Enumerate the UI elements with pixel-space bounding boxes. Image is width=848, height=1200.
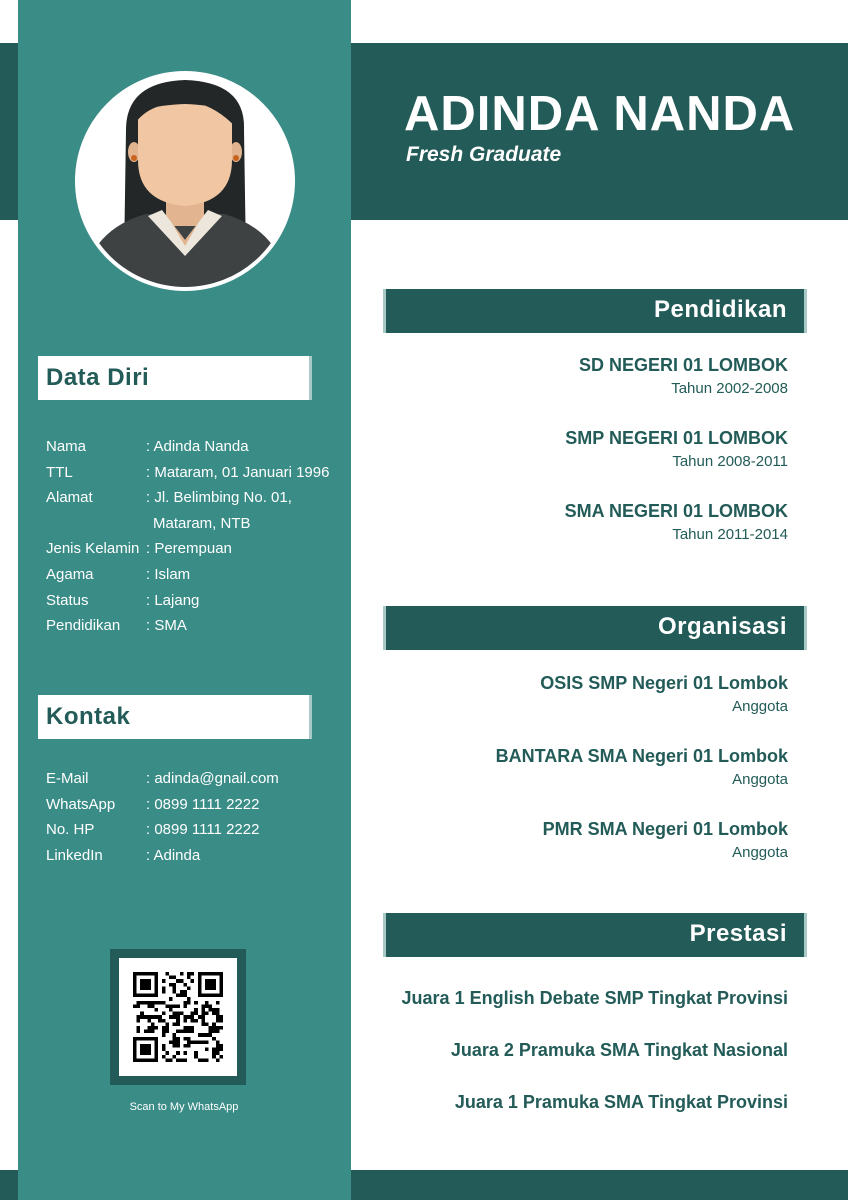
education-item xyxy=(579,355,788,397)
achievement-item: Juara 1 English Debate SMP Tingkat Provinsi xyxy=(401,988,788,1008)
data-diri-row xyxy=(46,460,336,486)
qr-code-icon xyxy=(133,972,223,1062)
field-value-linkedin: : Adinda xyxy=(146,846,201,864)
kontak-list xyxy=(46,766,336,868)
avatar xyxy=(74,70,296,292)
data-diri-row xyxy=(46,613,336,639)
education-years: Tahun 2008-2011 xyxy=(672,453,788,470)
person-role: Fresh Graduate xyxy=(406,143,562,166)
organization-item xyxy=(543,819,788,861)
field-value-continuation: Mataram, NTB xyxy=(153,514,251,532)
kontak-row xyxy=(46,792,336,818)
section-title-data-diri: Data Diri xyxy=(46,364,150,391)
field-label: Nama xyxy=(46,438,87,455)
data-diri-row xyxy=(46,536,336,562)
education-years: Tahun 2002-2008 xyxy=(671,380,788,397)
section-header-kontak xyxy=(38,695,312,739)
qr-caption: Scan to My WhatsApp xyxy=(129,1101,239,1113)
field-label: TTL xyxy=(46,463,73,481)
field-label: Pendidikan xyxy=(46,617,121,635)
education-school: SMA NEGERI 01 LOMBOK xyxy=(564,501,788,521)
education-school: SMP NEGERI 01 LOMBOK xyxy=(565,428,788,448)
achievement-item: Juara 1 Pramuka SMA Tingkat Provinsi xyxy=(454,1092,788,1112)
section-header-organisasi xyxy=(383,606,807,650)
field-value: : SMA xyxy=(146,617,187,635)
data-diri-row xyxy=(46,434,336,460)
organization-role: Anggota xyxy=(732,698,788,715)
education-years: Tahun 2011-2014 xyxy=(672,526,788,543)
field-label: No. HP xyxy=(46,821,95,839)
organization-name: BANTARA SMA Negeri 01 Lombok xyxy=(495,746,788,766)
organization-name: OSIS SMP Negeri 01 Lombok xyxy=(540,673,788,693)
qr-code-frame xyxy=(110,949,246,1085)
organization-role: Anggota xyxy=(732,844,788,861)
field-label: Jenis Kelamin xyxy=(46,540,140,558)
field-value-email: : adinda@gnail.com xyxy=(146,770,279,787)
section-header-data-diri xyxy=(38,356,312,400)
field-value: : Jl. Belimbing No. 01, xyxy=(146,489,292,507)
education-item xyxy=(565,501,788,543)
section-header-prestasi xyxy=(383,913,807,957)
kontak-row xyxy=(46,843,336,869)
organization-name: PMR SMA Negeri 01 Lombok xyxy=(542,819,788,839)
field-label: Status xyxy=(46,591,89,609)
data-diri-row xyxy=(46,588,336,614)
field-label: LinkedIn xyxy=(46,846,103,864)
qr-code xyxy=(119,958,237,1076)
field-value: : Perempuan xyxy=(146,540,232,558)
education-item xyxy=(565,428,788,470)
field-value-phone: : 0899 1111 2222 xyxy=(146,821,260,839)
organization-item xyxy=(496,746,788,788)
education-school: SD NEGERI 01 LOMBOK xyxy=(578,355,788,375)
organization-item xyxy=(540,673,788,715)
section-title-organisasi: Organisasi xyxy=(657,613,787,640)
field-value-multiline xyxy=(146,485,336,536)
section-title-kontak: Kontak xyxy=(46,703,131,730)
data-diri-row xyxy=(46,562,336,588)
person-name: ADINDA NANDA xyxy=(404,87,796,141)
data-diri-list xyxy=(46,434,336,639)
field-value: : Mataram, 01 Januari 1996 xyxy=(146,463,330,481)
field-label: Alamat xyxy=(46,489,93,507)
field-value: : Adinda Nanda xyxy=(146,438,249,455)
field-label: WhatsApp xyxy=(46,795,116,813)
field-value-whatsapp: : 0899 1111 2222 xyxy=(146,795,260,813)
field-label: Agama xyxy=(46,565,94,583)
field-label: E-Mail xyxy=(46,770,89,787)
section-header-pendidikan xyxy=(383,289,807,333)
profile-photo-illustration xyxy=(74,70,296,292)
kontak-row xyxy=(46,817,336,843)
data-diri-row xyxy=(46,485,336,536)
section-title-pendidikan: Pendidikan xyxy=(653,296,787,323)
organization-role: Anggota xyxy=(732,771,788,788)
achievement-item: Juara 2 Pramuka SMA Tingkat Nasional xyxy=(450,1040,788,1060)
kontak-row xyxy=(46,766,336,792)
section-title-prestasi: Prestasi xyxy=(689,920,787,947)
field-value: : Lajang xyxy=(146,591,200,609)
field-value: : Islam xyxy=(146,565,191,583)
